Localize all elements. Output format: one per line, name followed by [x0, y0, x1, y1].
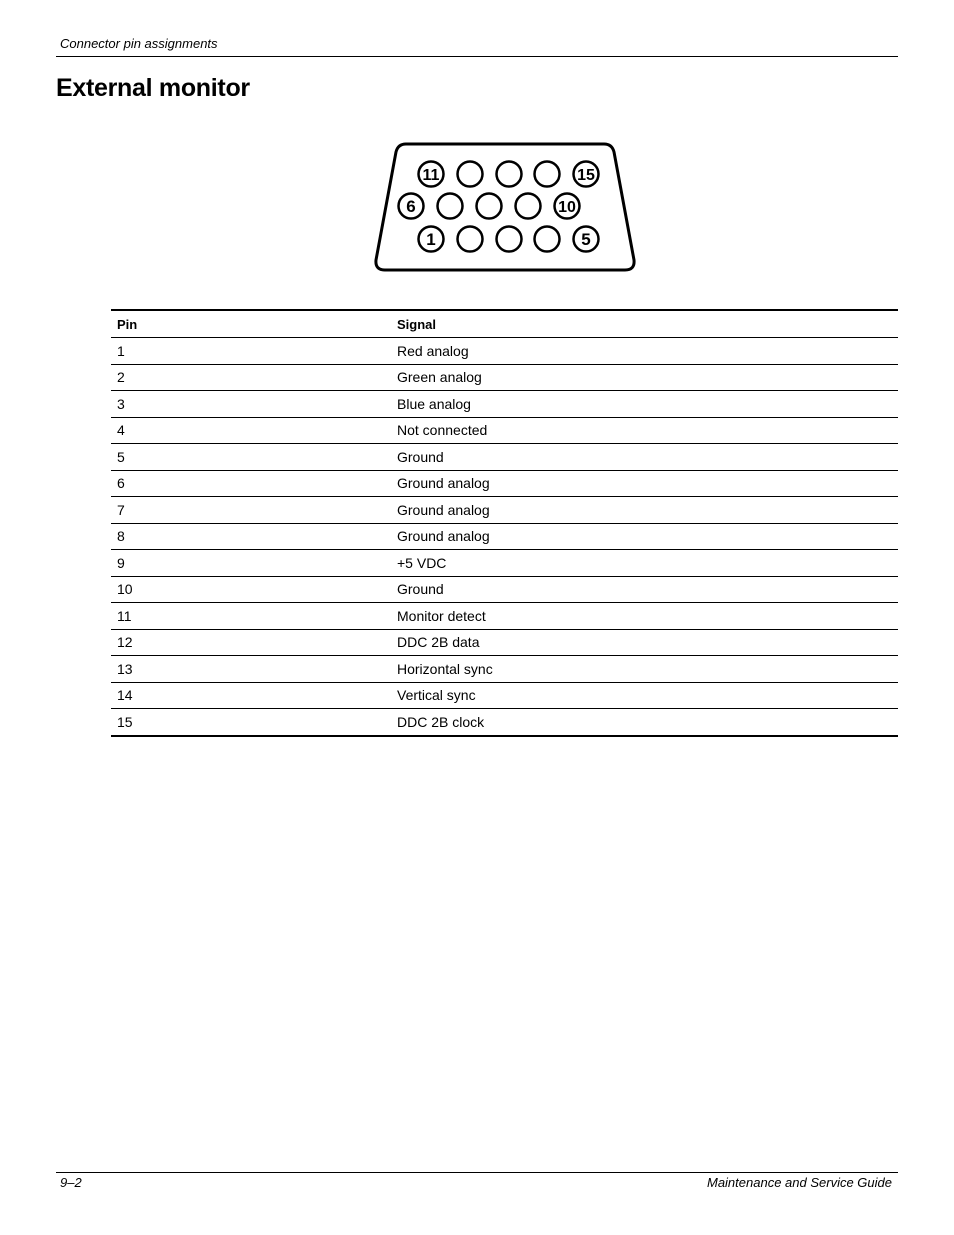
- running-header: Connector pin assignments: [60, 36, 218, 51]
- page-title: External monitor: [56, 74, 250, 102]
- pin-9: [516, 194, 541, 219]
- table-row: [111, 709, 898, 736]
- pin-7: [438, 194, 463, 219]
- table-row: [111, 364, 898, 391]
- pin-label-11: 11: [422, 167, 440, 184]
- pin-label-6: 6: [406, 197, 416, 216]
- table-row: [111, 523, 898, 550]
- table-row: [111, 417, 898, 444]
- pin-label-1: 1: [426, 230, 436, 249]
- pin-cell: 2: [111, 364, 391, 391]
- vga-connector-diagram: [372, 140, 638, 276]
- table-row: [111, 629, 898, 656]
- signal-cell: DDC 2B data: [391, 629, 898, 656]
- pin-cell: 4: [111, 417, 391, 444]
- table-row: [111, 470, 898, 497]
- table-row: [111, 656, 898, 683]
- pin-12: [458, 162, 483, 187]
- pin-row-top: [419, 162, 599, 187]
- pin-cell: 11: [111, 603, 391, 630]
- table-row: [111, 576, 898, 603]
- signal-cell: Ground: [391, 444, 898, 471]
- signal-cell: DDC 2B clock: [391, 709, 898, 736]
- pin-14: [535, 162, 560, 187]
- signal-cell: Green analog: [391, 364, 898, 391]
- pin-cell: 15: [111, 709, 391, 736]
- signal-cell: +5 VDC: [391, 550, 898, 577]
- pin-label-15: 15: [577, 167, 595, 184]
- pin-8: [477, 194, 502, 219]
- table-row: [111, 497, 898, 524]
- pin-cell: 8: [111, 523, 391, 550]
- table-header-row: [111, 310, 898, 338]
- pin-cell: 5: [111, 444, 391, 471]
- signal-cell: Vertical sync: [391, 682, 898, 709]
- pin-cell: 13: [111, 656, 391, 683]
- pin-13: [497, 162, 522, 187]
- signal-cell: Ground analog: [391, 497, 898, 524]
- footer-rule: [56, 1172, 898, 1173]
- signal-cell: Not connected: [391, 417, 898, 444]
- signal-cell: Horizontal sync: [391, 656, 898, 683]
- table-row: [111, 603, 898, 630]
- table-row: [111, 338, 898, 365]
- pin-4: [535, 227, 560, 252]
- column-header-signal: Signal: [391, 310, 898, 338]
- header-rule: [56, 56, 898, 57]
- pin-2: [458, 227, 483, 252]
- pin-label-5: 5: [581, 230, 591, 249]
- signal-cell: Ground analog: [391, 470, 898, 497]
- signal-cell: Ground analog: [391, 523, 898, 550]
- table-row: [111, 391, 898, 418]
- pin-3: [497, 227, 522, 252]
- table-row: [111, 444, 898, 471]
- signal-cell: Blue analog: [391, 391, 898, 418]
- signal-cell: Ground: [391, 576, 898, 603]
- pin-cell: 1: [111, 338, 391, 365]
- pin-row-middle: [399, 194, 580, 219]
- pin-row-bottom: [419, 227, 599, 252]
- pin-label-10: 10: [558, 199, 576, 216]
- footer-page-number: 9–2: [60, 1175, 82, 1190]
- signal-cell: Red analog: [391, 338, 898, 365]
- table-row: [111, 550, 898, 577]
- pin-cell: 9: [111, 550, 391, 577]
- pin-cell: 6: [111, 470, 391, 497]
- footer-guide-title: Maintenance and Service Guide: [706, 1175, 892, 1190]
- signal-cell: Monitor detect: [391, 603, 898, 630]
- pin-cell: 7: [111, 497, 391, 524]
- table-row: [111, 682, 898, 709]
- pin-cell: 12: [111, 629, 391, 656]
- pin-cell: 10: [111, 576, 391, 603]
- pin-cell: 3: [111, 391, 391, 418]
- column-header-pin: Pin: [111, 310, 391, 338]
- pin-cell: 14: [111, 682, 391, 709]
- pin-assignment-table: [111, 309, 898, 737]
